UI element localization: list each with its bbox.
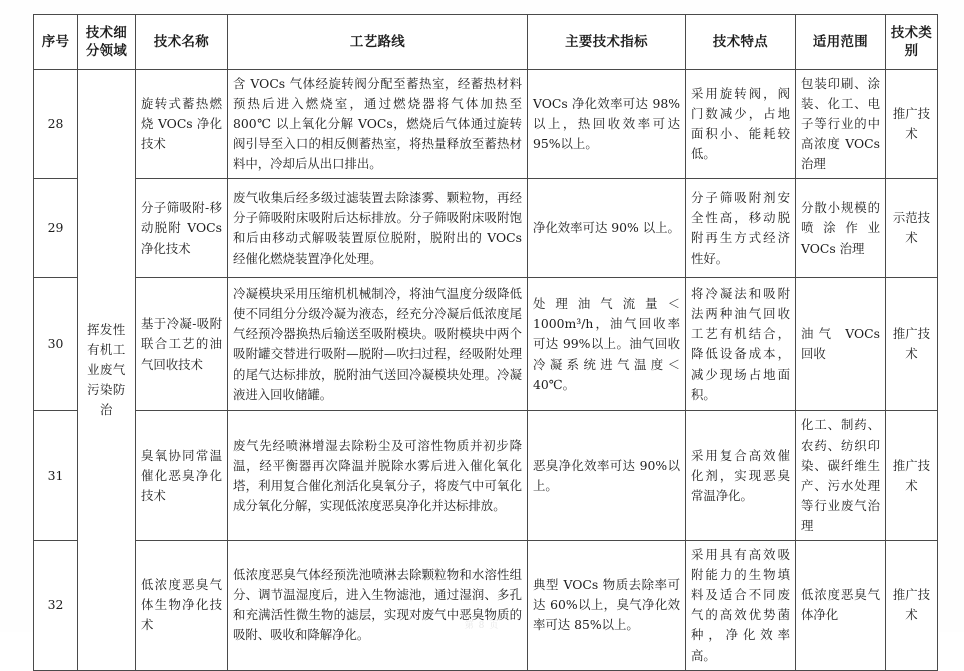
column-header-technology-field: 技术细分领域 <box>78 15 136 70</box>
cell-process-route: 冷凝模块采用压缩机机械制冷，将油气温度分级降低使不同组分分级冷凝为液态，经充分冷凝后低浓度尾气经预冷器换热后输送至吸附模块。吸附模块中两个吸附罐交替进行吸附—脱附—吹扫过程，经吸附处理的尾气达标排放，脱附油气送回冷凝模块处理。冷凝液进入回收储罐。 <box>228 278 528 411</box>
cell-application-scope: 包装印刷、涂装、化工、电子等行业的中高浓度 VOCs 治理 <box>796 70 886 179</box>
column-header-application-scope: 适用范围 <box>796 15 886 70</box>
cell-tech-category: 推广技术 <box>886 411 938 541</box>
cell-process-route: 废气收集后经多级过滤装置去除漆雾、颗粒物，再经分子筛吸附床吸附后达标排放。分子筛吸附床吸附饱和后由移动式解吸装置原位脱附，脱附出的 VOCs 经催化燃烧装置净化处理。 <box>228 179 528 278</box>
cell-tech-features: 采用旋转阀，阀门数减少，占地面积小、能耗较低。 <box>686 70 796 179</box>
table-row <box>34 411 938 541</box>
cell-tech-category: 推广技术 <box>886 541 938 671</box>
table-row <box>34 541 938 671</box>
table-row <box>34 179 938 278</box>
cell-tech-features: 采用复合高效催化剂，实现恶臭常温净化。 <box>686 411 796 541</box>
cell-technology-field-merged: 挥发性有机工业废气污染防治 <box>78 70 136 671</box>
column-header-technology-name: 技术名称 <box>136 15 228 70</box>
column-header-main-indicators: 主要技术指标 <box>528 15 686 70</box>
cell-tech-category: 推广技术 <box>886 70 938 179</box>
cell-serial-number: 30 <box>34 278 78 411</box>
technology-catalog-table <box>33 14 938 671</box>
cell-serial-number: 28 <box>34 70 78 179</box>
cell-technology-name: 低浓度恶臭气体生物净化技术 <box>136 541 228 671</box>
cell-main-indicators: 恶臭净化效率可达 90%以上。 <box>528 411 686 541</box>
cell-process-route: 废气先经喷淋增湿去除粉尘及可溶性物质并初步降温，经平衡器再次降温并脱除水雾后进入催化氧化塔，利用复合催化剂活化臭氧分子，将废气中可氧化成分氧化分解，实现低浓度恶臭净化并达标排放。 <box>228 411 528 541</box>
table-row <box>34 70 938 179</box>
cell-main-indicators: 典型 VOCs 物质去除率可达 60%以上，臭气净化效率可达 85%以上。 <box>528 541 686 671</box>
column-header-tech-category: 技术类别 <box>886 15 938 70</box>
cell-serial-number: 29 <box>34 179 78 278</box>
cell-technology-name: 臭氧协同常温催化恶臭净化技术 <box>136 411 228 541</box>
table-row <box>34 278 938 411</box>
cell-application-scope: 化工、制药、农药、纺织印染、碳纤维生产、污水处理等行业废气治理 <box>796 411 886 541</box>
cell-tech-category: 示范技术 <box>886 179 938 278</box>
column-header-serial-number: 序号 <box>34 15 78 70</box>
cell-serial-number: 32 <box>34 541 78 671</box>
cell-process-route: 含 VOCs 气体经旋转阀分配至蓄热室，经蓄热材料预热后进入燃烧室，通过燃烧器将气体加热至 800℃ 以上氧化分解 VOCs，燃烧后气体通过旋转阀引导至入口的相反侧蓄热室，将热量释放至蓄热材料中，冷却后从出口排出。 <box>228 70 528 179</box>
cell-application-scope: 油气 VOCs 回收 <box>796 278 886 411</box>
column-header-tech-features: 技术特点 <box>686 15 796 70</box>
page-number-footer: 第 8 页 <box>464 621 500 631</box>
cell-application-scope: 低浓度恶臭气体净化 <box>796 541 886 671</box>
cell-tech-category: 推广技术 <box>886 278 938 411</box>
cell-main-indicators: VOCs 净化效率可达 98%以上，热回收效率可达 95%以上。 <box>528 70 686 179</box>
cell-tech-features: 采用具有高效吸附能力的生物填料及适合不同废气的高效优势菌种，净化效率高。 <box>686 541 796 671</box>
cell-technology-name: 分子筛吸附-移动脱附 VOCs 净化技术 <box>136 179 228 278</box>
cell-tech-features: 分子筛吸附剂安全性高，移动脱附再生方式经济性好。 <box>686 179 796 278</box>
cell-application-scope: 分散小规模的喷涂作业 VOCs 治理 <box>796 179 886 278</box>
table-header-row <box>34 15 938 70</box>
cell-process-route: 低浓度恶臭气体经预洗池喷淋去除颗粒物和水溶性组分、调节温湿度后，进入生物滤池，通过湿润、多孔和充满活性微生物的滤层，实现对废气中恶臭物质的吸附、吸收和降解净化。 <box>228 541 528 671</box>
cell-serial-number: 31 <box>34 411 78 541</box>
cell-technology-name: 基于冷凝-吸附联合工艺的油气回收技术 <box>136 278 228 411</box>
cell-main-indicators: 净化效率可达 90% 以上。 <box>528 179 686 278</box>
column-header-process-route: 工艺路线 <box>228 15 528 70</box>
cell-tech-features: 将冷凝法和吸附法两种油气回收工艺有机结合，降低设备成本，减少现场占地面积。 <box>686 278 796 411</box>
cell-main-indicators: 处理油气流量＜1000m³/h，油气回收率可达 99%以上。油气回收冷凝系统进气温度＜40℃。 <box>528 278 686 411</box>
cell-technology-name: 旋转式蓄热燃烧 VOCs 净化技术 <box>136 70 228 179</box>
technology-catalog-table-wrapper <box>33 14 937 671</box>
